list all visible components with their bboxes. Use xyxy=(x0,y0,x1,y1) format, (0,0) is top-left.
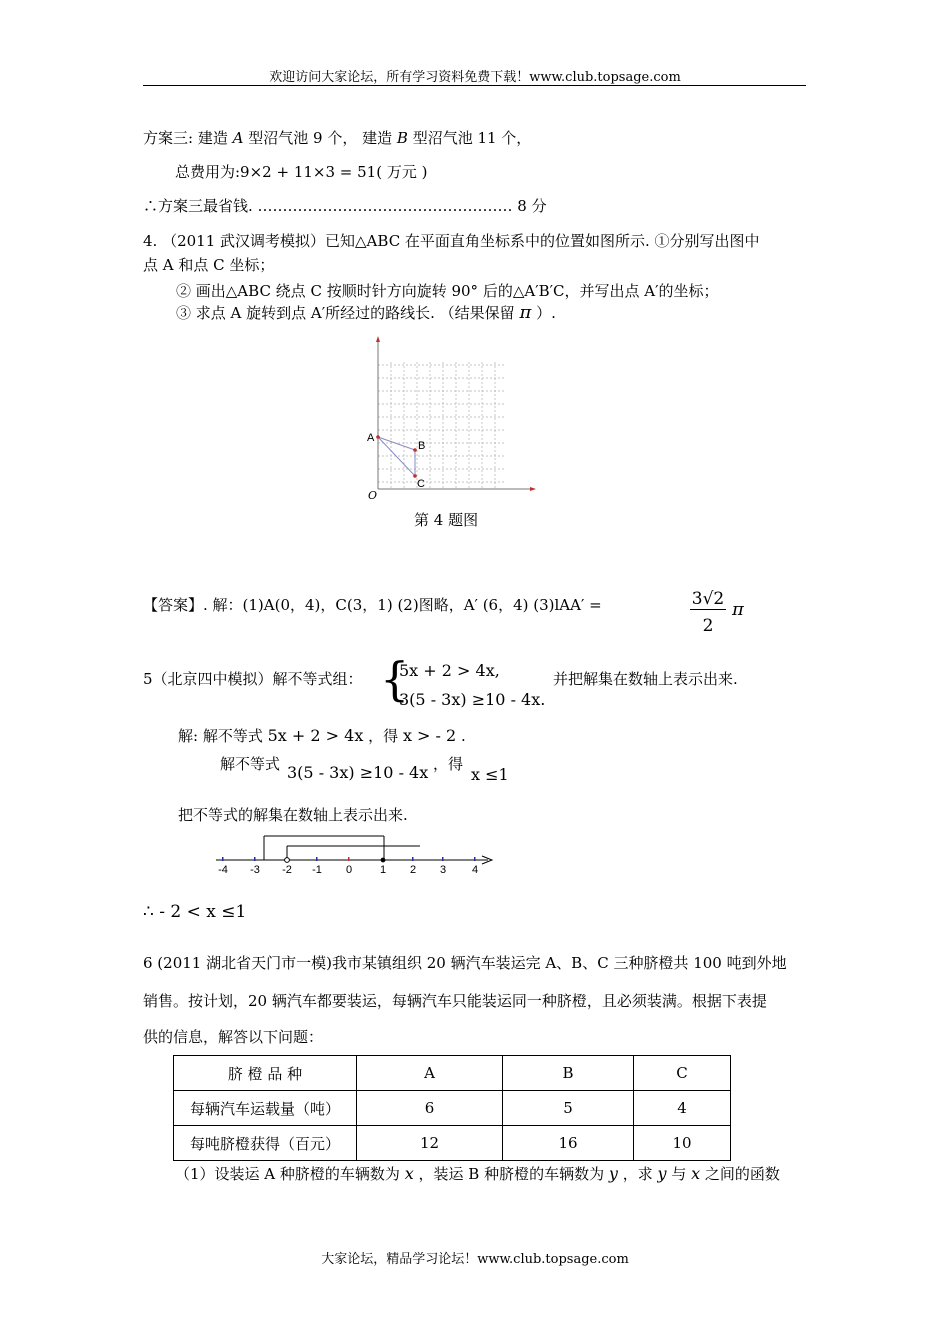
table-header-row xyxy=(174,1056,731,1091)
label-a: A xyxy=(367,432,375,444)
plan3-text-a: 方案三: 建造 xyxy=(143,129,228,147)
table-row xyxy=(174,1091,731,1126)
inequality-1: 5x + 2 > 4x, xyxy=(399,661,500,680)
q5-solution-1 xyxy=(178,725,466,746)
tick-label: -2 xyxy=(282,864,292,876)
page-header: 欢迎访问大家论坛，所有学习资料免费下载！www.club.topsage.com xyxy=(269,70,681,85)
q1-text-e: 之间的函数 xyxy=(704,1165,780,1183)
q1-var-x2: x xyxy=(691,1164,701,1183)
q1-text-a: （1）设装运 A 种脐橙的车辆数为 xyxy=(175,1165,400,1183)
plan3-text-c: 型沼气池 11 个， xyxy=(412,129,532,147)
plan3-cost: 总费用为:9×2 + 11×3 = 51( 万元 ) xyxy=(175,163,428,181)
y-axis-arrow xyxy=(376,336,380,342)
q6-line1: 6 (2011 湖北省天门市一模)我市某镇组织 20 辆汽车装运完 A、B、C 三种脐橙共 100 吨到外地 xyxy=(143,954,787,972)
q1-var-x: x xyxy=(404,1164,414,1183)
q5-solution-2 xyxy=(220,753,280,774)
sol2-expression: 3(5 - 3x) ≥10 - 4x xyxy=(287,763,429,782)
point-b xyxy=(413,448,417,452)
q1-text-b: ，装运 B 种脐橙的车辆数为 xyxy=(418,1165,605,1183)
label-o: O xyxy=(368,489,378,502)
sol2-get: ，得 xyxy=(433,755,464,773)
table-cell: 每吨脐橙获得（百元） xyxy=(174,1126,357,1161)
number-line-figure xyxy=(212,830,497,880)
sol1-end: . xyxy=(461,727,466,745)
q4-line4-end: ）. xyxy=(536,304,556,322)
sol1-get: ，得 xyxy=(368,727,399,745)
table-cell: 6 xyxy=(357,1091,503,1126)
tick-label: 2 xyxy=(409,864,417,876)
answer-pi-symbol: π xyxy=(732,599,744,620)
q6-question-1 xyxy=(175,1163,780,1184)
sol2-text: 解不等式 xyxy=(220,755,281,773)
sol1-result: x > - 2 xyxy=(402,726,457,745)
table-cell: C xyxy=(634,1056,731,1091)
answer-fraction-numerator: 3√2 xyxy=(691,589,725,609)
q1-var-y: y xyxy=(608,1164,618,1183)
q1-text-d: 与 xyxy=(671,1165,687,1183)
tick-label: 0 xyxy=(345,864,353,876)
q4-coordinate-figure xyxy=(360,332,545,502)
x-axis-arrow xyxy=(530,487,536,491)
tick-label: -4 xyxy=(218,864,228,876)
label-c: C xyxy=(417,478,425,490)
tick-label: -1 xyxy=(312,864,322,876)
plan3-line1 xyxy=(143,127,531,148)
inequality-2: 3(5 - 3x) ≥10 - 4x. xyxy=(399,690,546,709)
orange-info-table xyxy=(173,1055,731,1161)
grid-lines xyxy=(378,362,505,489)
tick-label: -3 xyxy=(250,864,260,876)
label-b: B xyxy=(418,440,426,452)
table-row xyxy=(174,1126,731,1161)
q4-answer: 【答案】. 解：(1)A(0，4)，C(3，1) (2)图略，A′ (6，4) (3)lAA′ = xyxy=(143,596,602,614)
plan3-var-a: A xyxy=(232,129,244,147)
q4-line4-text: ③ 求点 A 旋转到点 A′所经过的路线长. （结果保留 xyxy=(176,304,515,322)
closed-endpoint xyxy=(381,858,386,863)
q1-var-y2: y xyxy=(657,1164,667,1183)
q4-line4 xyxy=(176,302,556,323)
table-cell: 16 xyxy=(503,1126,634,1161)
table-cell: 5 xyxy=(503,1091,634,1126)
header-rule xyxy=(143,85,806,86)
plan3-var-b: B xyxy=(396,129,408,147)
open-endpoint xyxy=(285,858,290,863)
table-cell: B xyxy=(503,1056,634,1091)
triangle-abc xyxy=(378,437,415,476)
q6-line3: 供的信息，解答以下问题： xyxy=(143,1028,324,1046)
table-cell: 每辆汽车运载量（吨） xyxy=(174,1091,357,1126)
table-cell: 12 xyxy=(357,1126,503,1161)
tick-label: 1 xyxy=(379,864,387,876)
q5-tail: 并把解集在数轴上表示出来. xyxy=(553,670,738,688)
q4-figure-caption: 第 4 题图 xyxy=(414,511,479,529)
q6-line2: 销售。按计划，20 辆汽车都要装运，每辆汽车只能装运同一种脐橙，且必须装满。根据下表提 xyxy=(143,992,767,1010)
tick-label: 4 xyxy=(471,864,479,876)
answer-fraction-denominator: 2 xyxy=(702,616,714,636)
system-brace: { xyxy=(380,652,410,706)
table-cell: 10 xyxy=(634,1126,731,1161)
page-footer: 大家论坛，精品学习论坛！www.club.topsage.com xyxy=(321,1252,629,1267)
q4-line1: 4. （2011 武汉调考模拟）已知△ABC 在平面直角坐标系中的位置如图所示. ①分别写出图中 xyxy=(143,232,760,250)
table-cell: 脐 橙 品 种 xyxy=(174,1056,357,1091)
plan3-text-b: 型沼气池 9 个， 建造 xyxy=(248,129,393,147)
plan3-conclusion: ∴方案三最省钱. …………………………………………… 8 分 xyxy=(143,197,547,215)
table-cell: 4 xyxy=(634,1091,731,1126)
q4-pi-symbol: π xyxy=(519,302,532,323)
sol1-expression: 5x + 2 > 4x xyxy=(267,726,364,745)
table-cell: A xyxy=(357,1056,503,1091)
q1-text-c: ，求 xyxy=(622,1165,653,1183)
q5-intro: 5（北京四中模拟）解不等式组： xyxy=(143,670,363,688)
tick-label: 3 xyxy=(439,864,447,876)
sol1-text: 解: 解不等式 xyxy=(178,727,263,745)
sol2-result: x ≤1 xyxy=(471,765,509,784)
q4-line2: 点 A 和点 C 坐标； xyxy=(143,256,275,274)
q5-final: ∴ - 2 < x ≤1 xyxy=(143,902,247,922)
q4-line3: ② 画出△ABC 绕点 C 按顺时针方向旋转 90° 后的△A′B′C，并写出点 A′的坐标； xyxy=(176,282,719,300)
numline-instruction: 把不等式的解集在数轴上表示出来. xyxy=(178,806,408,824)
point-a xyxy=(376,435,380,439)
